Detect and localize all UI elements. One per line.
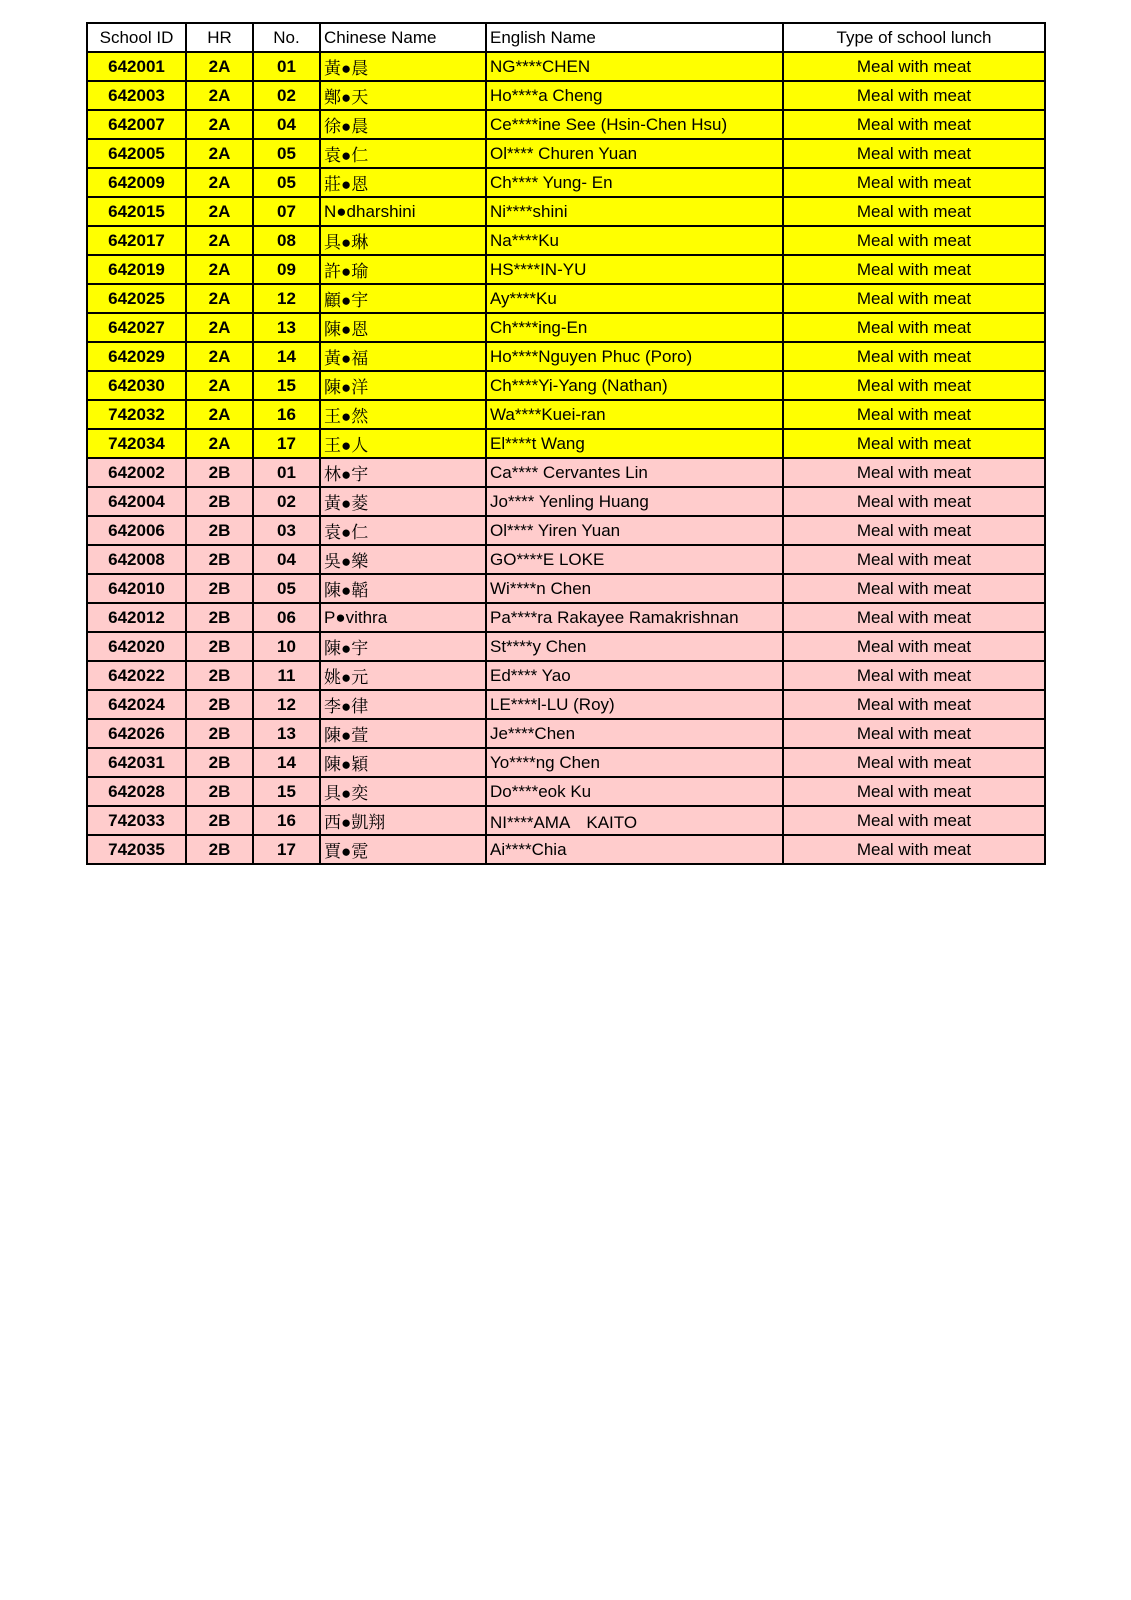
chinese-name-cell: 莊●恩 xyxy=(320,168,486,197)
school-id-cell: 642012 xyxy=(87,603,186,632)
lunch-type-cell: Meal with meat xyxy=(783,284,1045,313)
chinese-name-cell: 陳●韜 xyxy=(320,574,486,603)
chinese-name-cell: 陳●恩 xyxy=(320,313,486,342)
header-no: No. xyxy=(253,23,320,52)
school-id-cell: 642005 xyxy=(87,139,186,168)
hr-cell: 2A xyxy=(186,342,253,371)
english-name-cell: Na****Ku xyxy=(486,226,783,255)
english-name-cell: Pa****ra Rakayee Ramakrishnan xyxy=(486,603,783,632)
english-name-cell: Ch****Yi-Yang (Nathan) xyxy=(486,371,783,400)
lunch-type-cell: Meal with meat xyxy=(783,458,1045,487)
table-row xyxy=(87,632,1045,661)
chinese-name-cell: 李●律 xyxy=(320,690,486,719)
lunch-type-cell: Meal with meat xyxy=(783,632,1045,661)
english-name-cell: Do****eok Ku xyxy=(486,777,783,806)
school-id-cell: 742032 xyxy=(87,400,186,429)
lunch-type-cell: Meal with meat xyxy=(783,690,1045,719)
english-name-cell: Ai****Chia xyxy=(486,835,783,864)
lunch-type-cell: Meal with meat xyxy=(783,777,1045,806)
hr-cell: 2B xyxy=(186,603,253,632)
hr-cell: 2B xyxy=(186,545,253,574)
chinese-name-cell: N●dharshini xyxy=(320,197,486,226)
hr-cell: 2A xyxy=(186,255,253,284)
table-row xyxy=(87,81,1045,110)
chinese-name-cell: 徐●晨 xyxy=(320,110,486,139)
lunch-type-cell: Meal with meat xyxy=(783,371,1045,400)
header-hr: HR xyxy=(186,23,253,52)
number-cell: 16 xyxy=(253,806,320,835)
school-id-cell: 642030 xyxy=(87,371,186,400)
english-name-cell: St****y Chen xyxy=(486,632,783,661)
lunch-type-cell: Meal with meat xyxy=(783,835,1045,864)
lunch-type-cell: Meal with meat xyxy=(783,429,1045,458)
table-row xyxy=(87,835,1045,864)
english-name-cell: Ca**** Cervantes Lin xyxy=(486,458,783,487)
english-name-cell: Ce****ine See (Hsin-Chen Hsu) xyxy=(486,110,783,139)
lunch-type-cell: Meal with meat xyxy=(783,516,1045,545)
chinese-name-cell: 陳●穎 xyxy=(320,748,486,777)
table-row xyxy=(87,777,1045,806)
hr-cell: 2A xyxy=(186,313,253,342)
chinese-name-cell: 陳●萱 xyxy=(320,719,486,748)
table-row xyxy=(87,603,1045,632)
english-name-cell: Ho****Nguyen Phuc (Poro) xyxy=(486,342,783,371)
english-name-cell: GO****E LOKE xyxy=(486,545,783,574)
chinese-name-cell: P●vithra xyxy=(320,603,486,632)
number-cell: 12 xyxy=(253,690,320,719)
number-cell: 08 xyxy=(253,226,320,255)
header-school-id: School ID xyxy=(87,23,186,52)
table-row xyxy=(87,342,1045,371)
table-row xyxy=(87,429,1045,458)
chinese-name-cell: 賈●霓 xyxy=(320,835,486,864)
school-id-cell: 742033 xyxy=(87,806,186,835)
hr-cell: 2B xyxy=(186,719,253,748)
chinese-name-cell: 顧●宇 xyxy=(320,284,486,313)
table-row xyxy=(87,52,1045,81)
chinese-name-cell: 具●琳 xyxy=(320,226,486,255)
chinese-name-cell: 姚●元 xyxy=(320,661,486,690)
lunch-type-cell: Meal with meat xyxy=(783,603,1045,632)
chinese-name-cell: 黃●福 xyxy=(320,342,486,371)
number-cell: 17 xyxy=(253,835,320,864)
chinese-name-cell: 吳●樂 xyxy=(320,545,486,574)
number-cell: 13 xyxy=(253,719,320,748)
table-row xyxy=(87,284,1045,313)
chinese-name-cell: 許●瑜 xyxy=(320,255,486,284)
chinese-name-cell: 陳●宇 xyxy=(320,632,486,661)
english-name-cell: LE****l-LU (Roy) xyxy=(486,690,783,719)
table-row xyxy=(87,574,1045,603)
number-cell: 11 xyxy=(253,661,320,690)
hr-cell: 2B xyxy=(186,516,253,545)
school-id-cell: 642026 xyxy=(87,719,186,748)
table-row xyxy=(87,661,1045,690)
school-id-cell: 642015 xyxy=(87,197,186,226)
chinese-name-cell: 袁●仁 xyxy=(320,139,486,168)
table-row xyxy=(87,719,1045,748)
lunch-type-cell: Meal with meat xyxy=(783,168,1045,197)
school-id-cell: 642007 xyxy=(87,110,186,139)
table-row xyxy=(87,168,1045,197)
english-name-cell: HS****IN-YU xyxy=(486,255,783,284)
english-name-cell: NI****AMA KAITO xyxy=(486,806,783,835)
lunch-type-cell: Meal with meat xyxy=(783,342,1045,371)
hr-cell: 2A xyxy=(186,197,253,226)
table-row xyxy=(87,400,1045,429)
school-id-cell: 642001 xyxy=(87,52,186,81)
header-english-name: English Name xyxy=(486,23,783,52)
lunch-type-cell: Meal with meat xyxy=(783,139,1045,168)
lunch-type-cell: Meal with meat xyxy=(783,110,1045,139)
number-cell: 14 xyxy=(253,342,320,371)
hr-cell: 2A xyxy=(186,168,253,197)
school-id-cell: 642025 xyxy=(87,284,186,313)
number-cell: 07 xyxy=(253,197,320,226)
english-name-cell: Ni****shini xyxy=(486,197,783,226)
number-cell: 15 xyxy=(253,371,320,400)
school-id-cell: 642004 xyxy=(87,487,186,516)
hr-cell: 2A xyxy=(186,110,253,139)
lunch-type-cell: Meal with meat xyxy=(783,719,1045,748)
english-name-cell: Wa****Kuei-ran xyxy=(486,400,783,429)
english-name-cell: NG****CHEN xyxy=(486,52,783,81)
hr-cell: 2B xyxy=(186,777,253,806)
english-name-cell: Wi****n Chen xyxy=(486,574,783,603)
table-row xyxy=(87,139,1045,168)
english-name-cell: Ch****ing-En xyxy=(486,313,783,342)
number-cell: 01 xyxy=(253,52,320,81)
chinese-name-cell: 王●人 xyxy=(320,429,486,458)
lunch-type-cell: Meal with meat xyxy=(783,574,1045,603)
english-name-cell: Ol**** Churen Yuan xyxy=(486,139,783,168)
number-cell: 12 xyxy=(253,284,320,313)
hr-cell: 2B xyxy=(186,806,253,835)
table-row xyxy=(87,545,1045,574)
hr-cell: 2B xyxy=(186,458,253,487)
lunch-type-cell: Meal with meat xyxy=(783,400,1045,429)
chinese-name-cell: 西●凱翔 xyxy=(320,806,486,835)
chinese-name-cell: 黃●菱 xyxy=(320,487,486,516)
english-name-cell: Ay****Ku xyxy=(486,284,783,313)
school-id-cell: 642027 xyxy=(87,313,186,342)
school-id-cell: 642020 xyxy=(87,632,186,661)
table-row xyxy=(87,197,1045,226)
number-cell: 04 xyxy=(253,545,320,574)
table-row xyxy=(87,313,1045,342)
chinese-name-cell: 鄭●天 xyxy=(320,81,486,110)
number-cell: 05 xyxy=(253,139,320,168)
table-row xyxy=(87,806,1045,835)
table-row xyxy=(87,458,1045,487)
header-lunch-type: Type of school lunch xyxy=(783,23,1045,52)
table-row xyxy=(87,226,1045,255)
school-id-cell: 642003 xyxy=(87,81,186,110)
hr-cell: 2B xyxy=(186,690,253,719)
hr-cell: 2A xyxy=(186,139,253,168)
school-lunch-table xyxy=(86,22,1046,865)
school-id-cell: 642028 xyxy=(87,777,186,806)
school-id-cell: 642009 xyxy=(87,168,186,197)
school-id-cell: 642022 xyxy=(87,661,186,690)
hr-cell: 2B xyxy=(186,661,253,690)
school-id-cell: 642029 xyxy=(87,342,186,371)
hr-cell: 2A xyxy=(186,371,253,400)
table-row xyxy=(87,371,1045,400)
english-name-cell: El****t Wang xyxy=(486,429,783,458)
school-id-cell: 742035 xyxy=(87,835,186,864)
lunch-type-cell: Meal with meat xyxy=(783,313,1045,342)
hr-cell: 2B xyxy=(186,835,253,864)
hr-cell: 2A xyxy=(186,400,253,429)
hr-cell: 2A xyxy=(186,429,253,458)
school-id-cell: 642019 xyxy=(87,255,186,284)
hr-cell: 2B xyxy=(186,632,253,661)
school-id-cell: 742034 xyxy=(87,429,186,458)
english-name-cell: Ol**** Yiren Yuan xyxy=(486,516,783,545)
lunch-type-cell: Meal with meat xyxy=(783,748,1045,777)
hr-cell: 2B xyxy=(186,748,253,777)
english-name-cell: Je****Chen xyxy=(486,719,783,748)
hr-cell: 2B xyxy=(186,487,253,516)
table-row xyxy=(87,255,1045,284)
number-cell: 14 xyxy=(253,748,320,777)
school-id-cell: 642002 xyxy=(87,458,186,487)
table-row xyxy=(87,748,1045,777)
number-cell: 01 xyxy=(253,458,320,487)
lunch-type-cell: Meal with meat xyxy=(783,81,1045,110)
english-name-cell: Ed**** Yao xyxy=(486,661,783,690)
chinese-name-cell: 陳●洋 xyxy=(320,371,486,400)
number-cell: 16 xyxy=(253,400,320,429)
lunch-type-cell: Meal with meat xyxy=(783,52,1045,81)
number-cell: 02 xyxy=(253,81,320,110)
number-cell: 10 xyxy=(253,632,320,661)
hr-cell: 2A xyxy=(186,226,253,255)
number-cell: 09 xyxy=(253,255,320,284)
chinese-name-cell: 袁●仁 xyxy=(320,516,486,545)
table-row xyxy=(87,110,1045,139)
header-chinese-name: Chinese Name xyxy=(320,23,486,52)
number-cell: 04 xyxy=(253,110,320,139)
english-name-cell: Jo**** Yenling Huang xyxy=(486,487,783,516)
chinese-name-cell: 王●然 xyxy=(320,400,486,429)
hr-cell: 2A xyxy=(186,52,253,81)
number-cell: 05 xyxy=(253,168,320,197)
english-name-cell: Ho****a Cheng xyxy=(486,81,783,110)
lunch-type-cell: Meal with meat xyxy=(783,255,1045,284)
lunch-type-cell: Meal with meat xyxy=(783,487,1045,516)
chinese-name-cell: 黃●晨 xyxy=(320,52,486,81)
number-cell: 03 xyxy=(253,516,320,545)
lunch-type-cell: Meal with meat xyxy=(783,226,1045,255)
english-name-cell: Yo****ng Chen xyxy=(486,748,783,777)
table-row xyxy=(87,487,1045,516)
hr-cell: 2A xyxy=(186,284,253,313)
hr-cell: 2A xyxy=(186,81,253,110)
lunch-type-cell: Meal with meat xyxy=(783,197,1045,226)
number-cell: 06 xyxy=(253,603,320,632)
number-cell: 17 xyxy=(253,429,320,458)
header-row xyxy=(87,23,1045,52)
school-id-cell: 642017 xyxy=(87,226,186,255)
school-id-cell: 642031 xyxy=(87,748,186,777)
lunch-type-cell: Meal with meat xyxy=(783,545,1045,574)
school-id-cell: 642024 xyxy=(87,690,186,719)
english-name-cell: Ch**** Yung- En xyxy=(486,168,783,197)
chinese-name-cell: 林●宇 xyxy=(320,458,486,487)
lunch-type-cell: Meal with meat xyxy=(783,661,1045,690)
hr-cell: 2B xyxy=(186,574,253,603)
number-cell: 15 xyxy=(253,777,320,806)
table-row xyxy=(87,516,1045,545)
lunch-type-cell: Meal with meat xyxy=(783,806,1045,835)
school-id-cell: 642008 xyxy=(87,545,186,574)
table-row xyxy=(87,690,1045,719)
school-id-cell: 642006 xyxy=(87,516,186,545)
number-cell: 02 xyxy=(253,487,320,516)
chinese-name-cell: 具●奕 xyxy=(320,777,486,806)
number-cell: 05 xyxy=(253,574,320,603)
number-cell: 13 xyxy=(253,313,320,342)
school-id-cell: 642010 xyxy=(87,574,186,603)
